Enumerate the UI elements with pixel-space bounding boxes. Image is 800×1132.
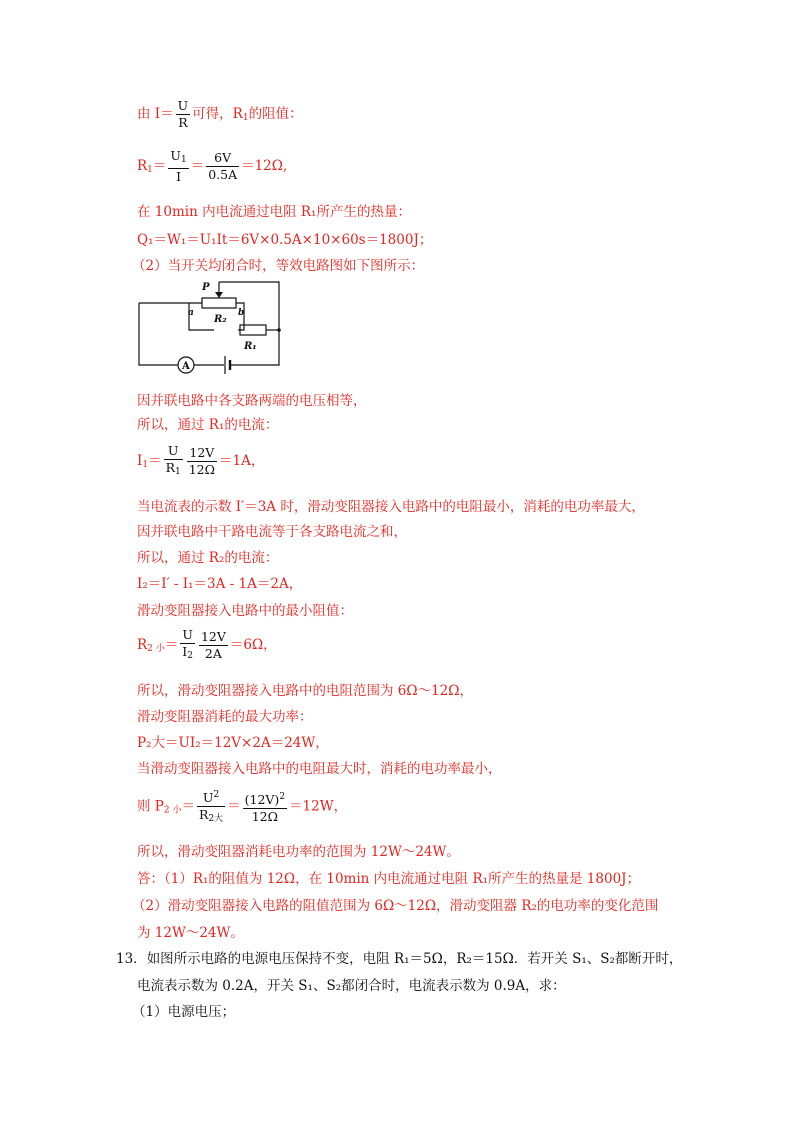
answer-part1: 答：（1）R₁的阻值为 12Ω，在 10min 内电流通过电阻 R₁所产生的热量是 1800J； [137, 871, 641, 887]
formula-r1: $R_1=$ $\frac{U_1}{I}$ ＝ $\frac{6V}{0.5A}$ ＝12Ω, [137, 148, 288, 184]
answer-part2-line1: （2）滑动变阻器接入电路的阻值范围为 6Ω～12Ω，滑动变阻器 R₂的电功率的变化范围 [132, 898, 659, 914]
power-range: 所以，滑动变阻器消耗电功率的范围为 12W～24W。 [137, 844, 460, 860]
battery-icon [225, 356, 230, 374]
fraction-6v-over-05a: $\frac{6V}{0.5A}$ [208, 150, 238, 182]
circuit-left-down-wire [139, 303, 178, 365]
answer-part2-line2: 为 12W～24W。 [137, 925, 244, 941]
parallel-statement: 因并联电路中各支路两端的电压相等， [137, 393, 367, 409]
so-i1: 所以，通过 R₁的电流： [137, 417, 279, 433]
i2-calc: I₂＝I′ - I₁＝3A - 1A＝2A， [137, 576, 303, 592]
junction-dot [277, 328, 281, 332]
fraction-u-over-i2: $\frac{U}{I_2}$ [182, 627, 193, 661]
label-a: a [188, 308, 194, 318]
trunk-current-statement: 因并联电路中干路电流等于各支路电流之和， [137, 524, 407, 540]
label-p: P [202, 282, 210, 293]
formula-p2-min: 则 $P_{2 小}=$ $\frac{U^2}{R_{2大}}$ ＝ $\frac{(12V)^2}{12\Omega}$ ＝12W， [137, 787, 347, 827]
label-ammeter: A [182, 361, 190, 372]
fraction-u-over-r1: $\frac{U}{R_1}$ [165, 443, 181, 477]
circuit-diagram [132, 278, 292, 386]
ammeter-statement: 当电流表的示数 I′＝3A 时，滑动变阻器接入电路中的电阻最小，消耗的电功率最大， [137, 499, 645, 515]
formula1-prefix: 由 I＝ [137, 106, 174, 122]
part2-intro: （2）当开关均闭合时，等效电路图如下图所示： [132, 258, 425, 274]
label-r1: R₁ [244, 341, 257, 352]
resistor-r2 [202, 298, 236, 308]
label-r2: R₂ [214, 314, 227, 325]
question-13-line1: 13．如图所示电路的电源电压保持不变，电阻 R₁＝5Ω，R₂＝15Ω．若开关 S₁、S₂都断开时， [116, 951, 683, 967]
max-power-intro: 滑动变阻器消耗的最大功率： [137, 709, 313, 725]
label-b: b [238, 308, 245, 318]
max-resistance-statement: 当滑动变阻器接入电路中的电阻最大时，消耗的电功率最小， [137, 761, 502, 777]
formula-i1: $I_1=$ $\frac{U}{R_1}$ $\frac{12V}{12\Omega}$ ＝1A， [137, 443, 264, 480]
fraction-u1-over-i: $\frac{U_1}{I}$ [170, 148, 187, 184]
min-resistance-intro: 滑动变阻器接入电路中的最小阻值： [137, 603, 353, 619]
formula-ohm-law: 由 I＝ $\frac{U}{R}$ 可得，$R_1$的阻值： [137, 98, 303, 130]
question-number: 13． [116, 951, 147, 967]
question-13-line2: 电流表示数为 0.2A，开关 S₁、S₂都闭合时，电流表示数为 0.9A，求： [137, 978, 566, 994]
fraction-12v-over-12ohm: $\frac{12V}{12\Omega}$ [188, 445, 216, 477]
fraction-u-over-r: $\frac{U}{R}$ [177, 98, 189, 130]
fraction-12v-over-2a: $\frac{12V}{2A}$ [200, 629, 226, 661]
heat-intro: 在 10min 内电流通过电阻 R₁所产生的热量： [137, 204, 411, 220]
heat-calc: Q₁＝W₁＝U₁It＝6V×0.5A×10×60s＝1800J； [137, 232, 433, 248]
circuit-top-wire [219, 282, 279, 365]
p2-max-calc: P₂大＝UI₂＝12V×2A＝24W， [137, 735, 329, 751]
formula-r2-min: $R_{2 小}=$ $\frac{U}{I_2}$ $\frac{12V}{2A}$ ＝6Ω， [137, 627, 277, 664]
fraction-u2-over-r2max: $\frac{U^2}{R_{2大}}$ [197, 787, 225, 827]
slider-arrow [215, 292, 223, 298]
fraction-12v-squared-over-12ohm: $\frac{(12V)^2}{12\Omega}$ [243, 789, 287, 825]
so-i2: 所以，通过 R₂的电流： [137, 550, 279, 566]
resistance-range: 所以，滑动变阻器接入电路中的电阻范围为 6Ω～12Ω， [137, 683, 473, 699]
formula1-suffix: 可得，R [192, 106, 243, 122]
question-13-sub1: （1）电源电压； [132, 1004, 236, 1020]
